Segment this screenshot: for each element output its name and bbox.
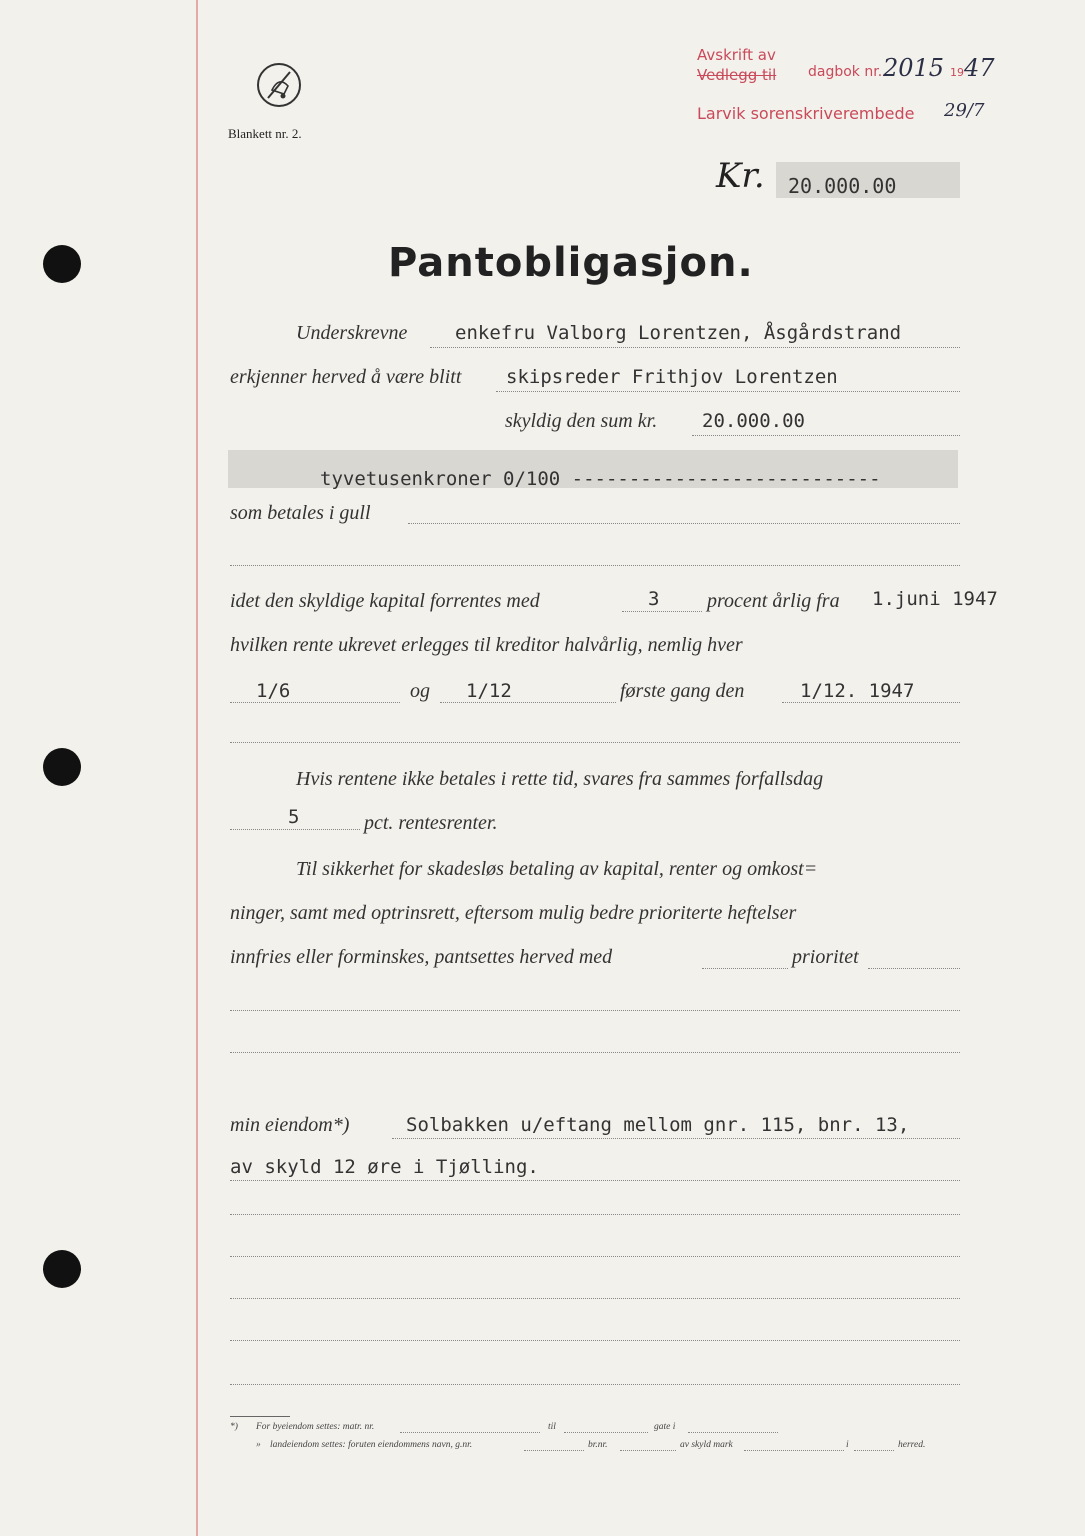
stamp-year-prefix: 19 [950,66,964,79]
rule [564,1432,648,1433]
interest-start-date: 1.juni 1947 [872,588,998,610]
footnote-brnr: br.nr. [588,1440,608,1450]
footnote-urban-label: For byeiendom settes: matr. nr. [256,1422,375,1432]
rule [230,742,960,743]
footnote-herred: herred. [898,1440,926,1450]
priority-label: prioritet [792,946,859,968]
rule [392,1138,960,1139]
payment-date-1: 1/6 [256,680,291,702]
interest-label: idet den skyldige kapital forrentes med [230,590,540,612]
rule [230,1384,960,1385]
rule [230,829,360,830]
rule [692,435,960,436]
rule [230,1256,960,1257]
payment-date-2: 1/12 [466,680,512,702]
security-line-1: Til sikkerhet for skadesløs betaling av kapital, renter og omkost= [296,858,818,880]
rule [230,1298,960,1299]
and-label: og [410,680,430,702]
stamp-transcript-label: Avskrift av [697,46,776,64]
rule [400,1432,540,1433]
property-description-2: av skyld 12 øre i Tjølling. [230,1156,539,1178]
stamp-dagbok-number: 2015 [883,54,945,82]
creditor-name: skipsreder Frithjov Lorentzen [506,366,838,388]
punch-hole-top [43,245,81,283]
amount-prefix: Kr. [716,156,765,196]
stamp-office: Larvik sorenskriverembede [697,104,915,123]
rule [230,1340,960,1341]
amount-value: 20.000.00 [788,174,897,198]
rule [620,1450,676,1451]
rule [230,1214,960,1215]
footnote-separator [230,1416,290,1417]
rule [854,1450,894,1451]
rule [868,968,960,969]
rule [702,968,788,969]
rule [622,611,702,612]
form-number: Blankett nr. 2. [228,126,302,141]
interest-rate: 3 [648,588,660,610]
rule [230,565,960,566]
rule [230,1052,960,1053]
footnote-mark: » [256,1440,261,1450]
acknowledges-label: erkjenner herved å være blitt [230,366,462,388]
interest-from-label: procent årlig fra [707,590,840,612]
security-line-3: innfries eller forminskes, pantsettes herved med [230,946,613,968]
stamp-year: 47 [964,54,995,82]
stamp-appendix-label: Vedlegg til [697,66,777,84]
property-description-1: Solbakken u/eftang mellom gnr. 115, bnr. 13, [406,1114,910,1136]
footnote-gate: gate i [654,1422,676,1432]
rule [430,347,960,348]
penalty-label: pct. rentesrenter. [364,812,498,834]
rule [408,523,960,524]
rule [496,391,960,392]
stamp-dagbok-label: dagbok nr. [808,64,883,80]
stamp-date: 29/7 [944,100,985,121]
rule [744,1450,844,1451]
owes-label: skyldig den sum kr. [505,410,658,432]
rule [230,702,400,703]
rule [440,702,616,703]
footnote-i: i [846,1440,849,1450]
bell-logo-icon [254,60,304,110]
punch-hole-bottom [43,1250,81,1288]
footnote-rural-label: landeiendom settes: foruten eiendommens navn, g.nr. [270,1440,473,1450]
property-label: min eiendom*) [230,1114,350,1136]
document-title: Pantobligasjon. [388,240,754,286]
footnote-star: *) [230,1422,238,1432]
rule [524,1450,584,1451]
paid-in-label: som betales i gull [230,502,371,524]
penalty-rate: 5 [288,806,300,828]
rule [230,1010,960,1011]
punch-hole-middle [43,748,81,786]
first-time-label: første gang den [620,680,745,702]
rule [782,702,960,703]
late-payment-sentence: Hvis rentene ikke betales i rette tid, svares fra sammes forfallsdag [296,768,824,790]
undersigned-label: Underskrevne [296,322,408,344]
amount-in-words: tyvetusenkroner 0/100 --------------------------- [320,468,881,490]
margin-rule [196,0,198,1536]
rule [230,1180,960,1181]
security-line-2: ninger, samt med optrinsrett, eftersom mulig bedre prioriterte heftelser [230,902,797,924]
footnote-til: til [548,1422,556,1432]
semiannual-sentence: hvilken rente ukrevet erlegges til kreditor halvårlig, nemlig hver [230,634,743,656]
debtor-name: enkefru Valborg Lorentzen, Åsgårdstrand [455,322,902,344]
rule [688,1432,778,1433]
footnote-skyld: av skyld mark [680,1440,733,1450]
first-payment-date: 1/12. 1947 [800,680,915,702]
owes-amount: 20.000.00 [702,410,805,432]
